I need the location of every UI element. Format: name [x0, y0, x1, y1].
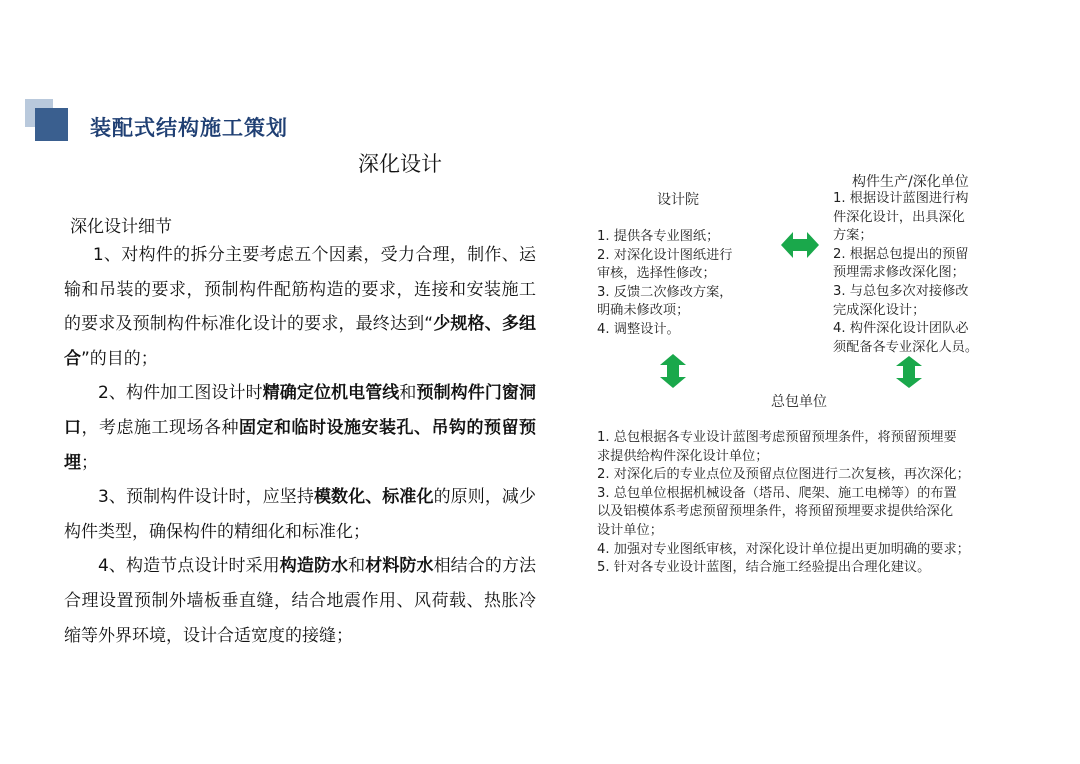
p3-emphasis: 模数化、标准化: [313, 487, 434, 508]
p1-text-c: ”的目的；: [81, 348, 158, 369]
list-item: 完成深化设计；: [833, 302, 926, 318]
p1-text-a: 1、对构件的拆分主要考虑五个因素，受力合理，制作、运输和吊装的要求，预制构件配筋构造的要求，连接和安装施工的要求及预制构件标准化设计的要求，最终达到“: [64, 245, 536, 335]
list-item: 求提供给构件深化设计单位；: [597, 448, 769, 464]
p2-emphasis-d: 预制构件门窗洞口: [64, 383, 537, 438]
list-item: 审核，选择性修改；: [597, 266, 716, 282]
design-institute-title: 设计院: [657, 192, 699, 208]
p4-text-c: 和: [348, 556, 366, 577]
list-item: 件深化设计，出具深化: [833, 209, 965, 225]
general-contractor-title: 总包单位: [771, 394, 827, 410]
paragraph-1: [64, 238, 536, 376]
p4-emphasis-b: 构造防水: [279, 556, 349, 577]
page-title: 装配式结构施工策划: [90, 116, 288, 140]
paragraph-4: [64, 549, 536, 653]
list-item: 预埋需求修改深化图；: [833, 265, 965, 281]
production-unit-list: [833, 190, 978, 357]
list-item: 5. 针对各专业设计蓝图，结合施工经验提出合理化建议。: [597, 560, 931, 576]
list-item: 方案；: [833, 228, 873, 244]
design-institute-list: [597, 228, 732, 340]
list-item: 须配备各专业深化人员。: [833, 339, 979, 355]
double-arrow-horizontal-icon: [781, 232, 819, 258]
p2-text-g: ；: [81, 452, 98, 473]
list-item: 4. 构件深化设计团队必: [833, 321, 969, 337]
p1-emphasis: 少规格、多组合: [64, 314, 537, 369]
p3-text-c: 的原则，减少构件类型，确保构件的精细化和标准化；: [64, 487, 536, 542]
list-item: 2. 根据总包提出的预留: [833, 246, 969, 262]
list-item: 3. 反馈二次修改方案，: [597, 284, 733, 300]
paragraph-3: [64, 480, 536, 549]
double-arrow-vertical-left-icon: [660, 354, 686, 388]
list-item: 以及铝模体系考虑预留预埋条件，将预留预埋要求提供给深化: [597, 504, 954, 520]
list-item: 3. 总包单位根据机械设备（塔吊、爬架、施工电梯等）的布置: [597, 485, 957, 501]
p2-emphasis-f: 固定和临时设施安装孔、吊钩的预留预埋: [64, 417, 536, 473]
list-item: 4. 加强对专业图纸审核，对深化设计单位提出更加明确的要求；: [597, 541, 970, 557]
list-item: 1. 提供各专业图纸；: [597, 229, 720, 244]
p2-text-e: ，考虑施工现场各种: [81, 417, 239, 438]
detail-body: [64, 238, 536, 653]
p4-emphasis-d: 材料防水: [365, 556, 434, 577]
p2-text-a: 2、构件加工图设计时: [98, 383, 263, 404]
list-item: 1. 根据设计蓝图进行构: [833, 191, 969, 206]
double-arrow-vertical-right-icon: [896, 356, 922, 388]
header-logo-square-dark: [35, 108, 68, 141]
p4-text-e: 相结合的方法合理设置预制外墙板垂直缝，结合地震作用、风荷载、热胀冷缩等外界环境，设计合适宽度的接缝；: [64, 556, 537, 646]
list-item: 4. 调整设计。: [597, 321, 680, 337]
p2-text-c: 和: [399, 383, 417, 404]
list-item: 3. 与总包多次对接修改: [833, 283, 969, 299]
paragraph-2: [64, 376, 536, 480]
p4-text-a: 4、构造节点设计时采用: [98, 556, 280, 577]
list-item: 2. 对深化设计图纸进行: [597, 247, 733, 263]
section-subtitle: 深化设计: [358, 152, 442, 176]
production-unit-title: 构件生产/深化单位: [852, 174, 969, 190]
p2-emphasis-b: 精确定位机电管线: [262, 383, 400, 404]
list-item: 1. 总包根据各专业设计蓝图考虑预留预埋条件，将预留预埋要: [597, 430, 957, 445]
general-contractor-list: [597, 429, 970, 578]
list-item: 2. 对深化后的专业点位及预留点位图进行二次复核，再次深化；: [597, 467, 970, 483]
list-item: 明确未修改项；: [597, 303, 690, 319]
list-item: 设计单位；: [597, 522, 663, 538]
detail-heading: 深化设计细节: [70, 217, 172, 237]
p3-text-a: 3、预制构件设计时，应坚持: [98, 487, 314, 508]
